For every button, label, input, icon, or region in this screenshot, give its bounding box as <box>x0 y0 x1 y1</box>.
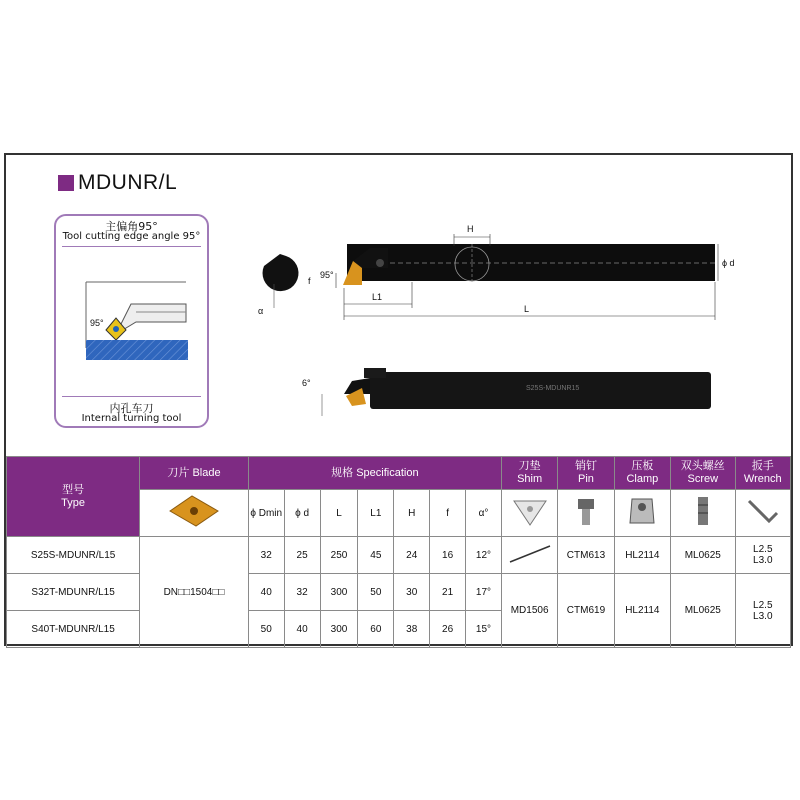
insert-hole <box>113 326 119 332</box>
shim-header <box>501 457 557 490</box>
subhead-alpha: α° <box>466 490 502 537</box>
shim-cell: MD1506 <box>501 574 557 648</box>
wrench-a: L2.5 <box>753 544 773 555</box>
dim-f: f <box>308 276 311 286</box>
alpha-cell: 12° <box>466 537 502 574</box>
side-clamp <box>364 368 386 378</box>
end-view <box>263 254 299 291</box>
blade-icon-cell <box>140 490 249 537</box>
h-cell: 24 <box>394 537 430 574</box>
d-cell: 32 <box>284 574 320 611</box>
screw-icon <box>683 493 723 529</box>
f-cell: 16 <box>430 537 466 574</box>
pin-icon-cell <box>558 490 614 537</box>
wrench-icon <box>743 493 783 529</box>
workpiece-hatch <box>86 340 188 360</box>
no-shim-slash <box>506 544 554 564</box>
dmin-cell: 32 <box>248 537 284 574</box>
type-cell: S40T-MDUNR/L15 <box>7 611 140 648</box>
alpha-cell: 17° <box>466 574 502 611</box>
shim-none-cell <box>501 537 557 574</box>
shim-icon <box>510 493 550 529</box>
wrench-header-cn: 扳手 <box>751 460 774 472</box>
h-cell: 38 <box>394 611 430 648</box>
spec-header: 规格 Specification <box>248 457 501 490</box>
type-header <box>7 457 140 537</box>
clamp-icon-cell <box>614 490 670 537</box>
type-header-cn: 型号 <box>62 483 85 496</box>
d-cell: 40 <box>284 611 320 648</box>
screw-header-cn: 双头螺丝 <box>680 460 725 472</box>
wrench-a: L2.5 <box>753 599 773 611</box>
l-cell: 300 <box>320 611 358 648</box>
l-cell: 250 <box>320 537 358 574</box>
dmin-cell: 40 <box>248 574 284 611</box>
title-block <box>58 171 177 195</box>
l1-cell: 50 <box>358 574 394 611</box>
dim-phid: ϕ d <box>722 258 735 268</box>
title-marker <box>58 175 74 191</box>
table-row <box>7 574 791 611</box>
subhead-f: f <box>430 490 466 537</box>
clamp-header <box>614 457 670 490</box>
dim-alpha: α <box>258 306 264 316</box>
blade-header: 刀片 Blade <box>140 457 249 490</box>
clamp-cell: HL2114 <box>614 537 670 574</box>
shank-top-view <box>347 244 715 281</box>
subhead-dmin: ϕ Dmin <box>248 490 284 537</box>
dim-95: 95° <box>320 270 334 280</box>
spec-table <box>6 456 791 648</box>
screw-cell: ML0625 <box>671 537 736 574</box>
angle-panel <box>54 214 209 428</box>
subhead-l1: L1 <box>358 490 394 537</box>
wrench-cell <box>735 574 790 648</box>
screw-cell: ML0625 <box>671 574 736 648</box>
wrench-header-en: Wrench <box>743 473 782 485</box>
shim-header-en: Shim <box>517 473 543 485</box>
boring-diagram <box>76 274 188 364</box>
angle-divider-top <box>62 246 201 247</box>
wrench-header <box>735 457 790 490</box>
wrench-b: L3.0 <box>753 610 773 622</box>
pin-icon <box>566 493 606 529</box>
wrench-b: L3.0 <box>753 555 773 566</box>
screw-header <box>671 457 736 490</box>
l1-cell: 60 <box>358 611 394 648</box>
d-cell: 25 <box>284 537 320 574</box>
shank-marking: S25S-MDUNR15 <box>526 385 580 392</box>
angle-footer-en: Internal turning tool <box>81 413 182 424</box>
dim-6: 6° <box>302 378 311 388</box>
type-cell: S32T-MDUNR/L15 <box>7 574 140 611</box>
clamp-header-cn: 压板 <box>631 460 654 472</box>
subhead-d: ϕ d <box>284 490 320 537</box>
dmin-cell: 50 <box>248 611 284 648</box>
pin-header-en: Pin <box>578 473 594 485</box>
f-cell: 26 <box>430 611 466 648</box>
pin-cell: CTM613 <box>558 537 614 574</box>
angle-heading-en: Tool cutting edge angle 95° <box>62 231 201 242</box>
clamp-cell: HL2114 <box>614 574 670 648</box>
tool-drawing <box>240 218 735 428</box>
f-cell: 21 <box>430 574 466 611</box>
end-view-clamp <box>278 260 290 268</box>
wrench-cell <box>735 537 790 574</box>
header-row <box>7 457 791 490</box>
type-header-en: Type <box>61 496 86 509</box>
clamp-header-en: Clamp <box>626 473 659 485</box>
clamp-icon <box>622 493 662 529</box>
angle-value: 95° <box>90 318 104 328</box>
subhead-l: L <box>320 490 358 537</box>
dim-h: H <box>467 224 474 234</box>
pin-header <box>558 457 614 490</box>
angle-footer-cn: 内孔车刀 <box>109 402 154 415</box>
shim-icon-cell <box>501 490 557 537</box>
clamp-screw <box>376 259 384 267</box>
pin-cell: CTM619 <box>558 574 614 648</box>
table-row <box>7 537 791 574</box>
wrench-icon-cell <box>735 490 790 537</box>
h-cell: 30 <box>394 574 430 611</box>
l1-cell: 45 <box>358 537 394 574</box>
tool-shank <box>116 304 186 334</box>
angle-divider-bottom <box>62 396 201 397</box>
blade-code-cell: DN□□1504□□ <box>140 537 249 648</box>
angle-heading-cn: 主偏角95° <box>105 220 158 233</box>
screw-header-en: Screw <box>687 473 719 485</box>
alpha-cell: 15° <box>466 611 502 648</box>
shim-header-cn: 刀垫 <box>518 460 541 472</box>
insert-icon <box>164 492 224 530</box>
screw-icon-cell <box>671 490 736 537</box>
dim-l: L <box>524 304 530 314</box>
l-cell: 300 <box>320 574 358 611</box>
dim-l1: L1 <box>372 292 383 302</box>
page-title: MDUNR/L <box>78 171 178 194</box>
type-cell: S25S-MDUNR/L15 <box>7 537 140 574</box>
pin-header-cn: 销钉 <box>574 460 597 472</box>
subhead-h: H <box>394 490 430 537</box>
